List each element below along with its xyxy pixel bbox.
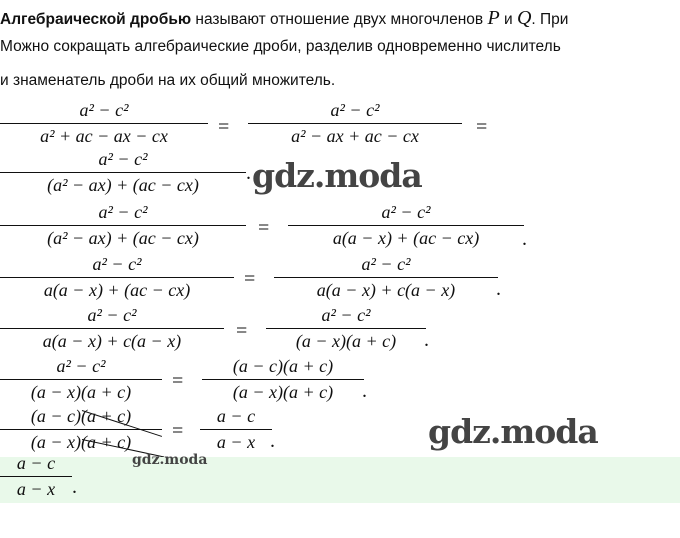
step4-rhs-numerator: a² − c² xyxy=(361,254,411,274)
definition-end: . При xyxy=(531,11,569,28)
step1-lhs-fraction xyxy=(0,100,208,147)
answer-highlight xyxy=(0,457,680,503)
step2-lhs-denominator: (a² − ax) + (ac − cx) xyxy=(0,172,246,196)
step1-lhs-numerator: a² − c² xyxy=(79,100,129,120)
step5-rhs-fraction xyxy=(266,305,426,352)
step2-lhs-numerator: a² − c² xyxy=(98,149,148,169)
step6-rhs-denominator: (a − x)(a + c) xyxy=(202,379,364,403)
conjunction: и xyxy=(499,11,517,28)
answer-numerator: a − c xyxy=(16,453,56,473)
step4-lhs-denominator: a(a − x) + (ac − cx) xyxy=(0,277,234,301)
step7-rhs-fraction xyxy=(200,406,272,453)
variable-q: Q xyxy=(516,7,532,29)
step2-lhs-fraction xyxy=(0,149,246,196)
step4-lhs-numerator: a² − c² xyxy=(92,254,142,274)
step6-rhs-numerator: (a − c)(a + c) xyxy=(232,356,334,376)
step5-rhs-denominator: (a − x)(a + c) xyxy=(266,328,426,352)
step7-equals: = xyxy=(172,420,184,442)
step5-lhs-fraction xyxy=(0,305,224,352)
step6-lhs-denominator: (a − x)(a + c) xyxy=(0,379,162,403)
step7-lhs-denominator: (a − x)(a + c) xyxy=(0,429,162,453)
step4-equals: = xyxy=(244,268,256,290)
step3-lhs-numerator: a² − c² xyxy=(98,202,148,222)
step7-tail: . xyxy=(270,430,275,452)
step3-rhs-numerator: a² − c² xyxy=(381,202,431,222)
intro-line-2: Можно сокращать алгебраические дроби, разделив одновременно числитель xyxy=(0,38,561,55)
step3-rhs-fraction xyxy=(288,202,524,249)
watermark-2: gdz.moda xyxy=(428,412,598,451)
step4-tail: . xyxy=(496,278,501,300)
step1-rhs-numerator: a² − c² xyxy=(330,100,380,120)
intro-line-1 xyxy=(0,6,680,32)
step3-rhs-denominator: a(a − x) + (ac − cx) xyxy=(288,225,524,249)
step3-lhs-denominator: (a² − ax) + (ac − cx) xyxy=(0,225,246,249)
step5-equals: = xyxy=(236,320,248,342)
step3-lhs-fraction xyxy=(0,202,246,249)
step2-tail: . xyxy=(246,162,251,184)
step5-rhs-numerator: a² − c² xyxy=(321,305,371,325)
intro-line-3: и знаменатель дроби на их общий множитель. xyxy=(0,72,336,89)
watermark-1: gdz.moda xyxy=(252,156,422,195)
step6-lhs-fraction xyxy=(0,356,162,403)
step1-tail: = xyxy=(476,116,488,138)
step7-rhs-denominator: a − x xyxy=(200,429,272,453)
step5-lhs-denominator: a(a − x) + c(a − x) xyxy=(0,328,224,352)
step4-lhs-fraction xyxy=(0,254,234,301)
intro-paragraph xyxy=(0,6,680,100)
answer-fraction xyxy=(0,453,72,500)
answer-tail: . xyxy=(72,476,77,498)
step6-rhs-fraction xyxy=(202,356,364,403)
step4-rhs-fraction xyxy=(274,254,498,301)
step5-lhs-numerator: a² − c² xyxy=(87,305,137,325)
term-algebraic-fraction: Алгебраической дробью xyxy=(0,11,192,28)
definition-text: называют отношение двух многочленов xyxy=(191,11,488,28)
step5-tail: . xyxy=(424,329,429,351)
step7-lhs-numerator: (a − c)(a + c) xyxy=(30,406,132,426)
step1-equals: = xyxy=(218,116,230,138)
step6-lhs-numerator: a² − c² xyxy=(56,356,106,376)
step7-lhs-fraction xyxy=(0,406,162,453)
answer-denominator: a − x xyxy=(0,476,72,500)
step1-rhs-fraction xyxy=(248,100,462,147)
variable-p: P xyxy=(487,7,500,29)
step3-tail: . xyxy=(522,228,527,250)
step6-tail: . xyxy=(362,380,367,402)
step7-rhs-numerator: a − c xyxy=(216,406,256,426)
step3-equals: = xyxy=(258,217,270,239)
watermark-3: gdz.moda xyxy=(132,452,208,468)
step6-equals: = xyxy=(172,370,184,392)
step4-rhs-denominator: a(a − x) + c(a − x) xyxy=(274,277,498,301)
step1-lhs-denominator: a² + ac − ax − cx xyxy=(0,123,208,147)
step1-rhs-denominator: a² − ax + ac − cx xyxy=(248,123,462,147)
